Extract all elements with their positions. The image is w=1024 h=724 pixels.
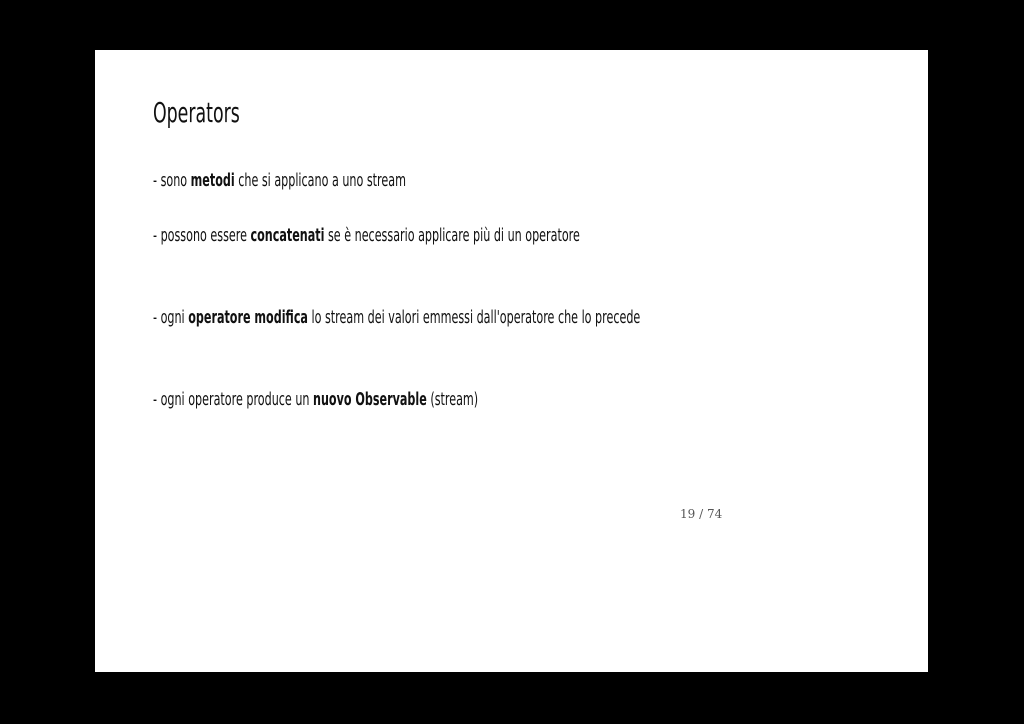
- bullet-paragraph-4: [153, 386, 692, 414]
- bullet-4-suffix: (stream): [426, 389, 479, 410]
- bullet-1-suffix: che si applicano a uno stream: [234, 170, 406, 191]
- page-number: 19 / 74: [680, 507, 723, 521]
- bullet-4-bold: nuovo Observable: [313, 389, 427, 410]
- bullet-3-suffix: lo stream dei valori emmessi dall'operatore che lo precede: [307, 307, 641, 328]
- bullet-paragraph-2: [153, 222, 692, 250]
- bullet-2-prefix: - possono essere: [153, 225, 251, 246]
- bullet-2-suffix: se è necessario applicare più di un operatore: [324, 225, 580, 246]
- bullet-3-bold: operatore modifica: [188, 307, 308, 328]
- slide-title: Operators: [153, 96, 240, 129]
- bullet-1-bold: metodi: [190, 170, 235, 191]
- bullet-3-prefix: - ogni: [153, 307, 189, 328]
- bullet-1-prefix: - sono: [153, 170, 191, 191]
- bullet-2-bold: concatenati: [250, 225, 325, 246]
- slide: [95, 50, 928, 672]
- bullet-paragraph-1: [153, 167, 692, 195]
- bullet-paragraph-3: [153, 304, 692, 332]
- bullet-4-prefix: - ogni operatore produce un: [153, 389, 314, 410]
